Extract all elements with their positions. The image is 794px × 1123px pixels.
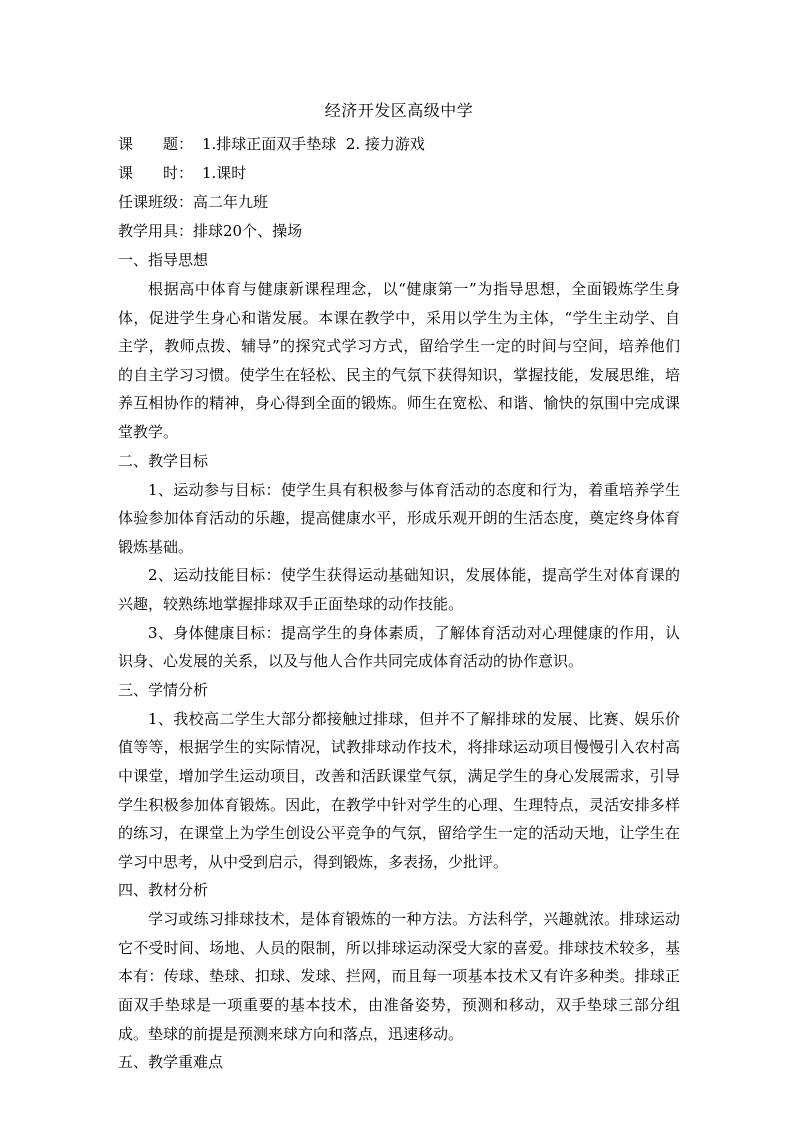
info-label-equipment: 教学用具：	[118, 222, 194, 240]
section-paragraph: 1、运动参与目标：使学生具有积极参与体育活动的态度和行为，着重培养学生体验参加体育活动的乐趣，提高健康水平，形成乐观开朗的生活态度，奠定终身体育锻炼基础。	[118, 480, 680, 556]
section-heading-student-analysis: 三、学情分析	[118, 680, 209, 699]
info-value-topic: 1.排球正面双手垫球 2. 接力游戏	[202, 135, 425, 153]
section-paragraph: 2、运动技能目标：使学生获得运动基础知识，发展体能，提高学生对体育课的兴趣，较熟练地掌握排球双手正面垫球的动作技能。	[118, 566, 680, 613]
info-value-period: 1.课时	[202, 164, 247, 182]
info-label-class: 任课班级：	[118, 193, 194, 211]
info-line-period	[118, 159, 680, 188]
info-line-topic	[118, 130, 680, 159]
section-heading-material-analysis: 四、教材分析	[118, 881, 209, 900]
section-paragraph: 学习或练习排球技术，是体育锻炼的一种方法。方法科学，兴趣就浓。排球运动它不受时间、场地、人员的限制，所以排球运动深受大家的喜爱。排球技术较多，基本有：传球、垫球、扣球、发球、拦网，而且每一项基本技术又有许多种类。排球正面双手垫球是一项重要的基本技术，由准备姿势，预测和移动，双手垫球三部分组成。垫球的前提是预测来球方向和落点，迅速移动。	[118, 910, 680, 1043]
section-paragraph: 3、身体健康目标：提高学生的身体素质，了解体育活动对心理健康的作用，认识身、心发展的关系，以及与他人合作共同完成体育活动的协作意识。	[118, 623, 680, 671]
section-heading-guiding-ideology: 一、指导思想	[118, 251, 209, 269]
section-heading-teaching-goals: 二、教学目标	[118, 451, 209, 470]
info-value-class: 高二年九班	[193, 193, 269, 211]
info-value-equipment: 排球20个、操场	[193, 222, 303, 240]
section-paragraph: 根据高中体育与健康新课程理念，以“健康第一”为指导思想，全面锻炼学生身体，促进学生身心和谐发展。本课在教学中，采用以学生为主体，“学生主动学、自主学，教师点拨、辅导”的探究式学习方式，留给学生一定的时间与空间，培养他们的自主学习习惯。使学生在轻松、民主的气氛下获得知识，掌握技能，发展思维，培养互相协作的精神，身心得到全面的锻炼。师生在宽松、和谐、愉快的氛围中完成课堂教学。	[118, 280, 680, 441]
info-line-class	[118, 188, 680, 217]
info-label-topic: 课 题：	[118, 135, 194, 153]
section-paragraph: 1、我校高二学生大部分都接触过排球，但并不了解排球的发展、比赛、娱乐价值等等，根据学生的实际情况，试教排球动作技术，将排球运动项目慢慢引入农村高中课堂，增加学生运动项目，改善和活跃课堂气氛，满足学生的身心发展需求，引导学生积极参加体育锻炼。因此，在教学中针对学生的心理、生理特点，灵活安排多样的练习，在课堂上为学生创设公平竞争的气氛，留给学生一定的活动天地，让学生在学习中思考，从中受到启示，得到锻炼，多表扬，少批评。	[118, 709, 680, 871]
info-label-period: 课 时：	[118, 164, 194, 182]
document-title: 经济开发区高级中学	[324, 101, 474, 120]
document-body	[118, 100, 680, 1077]
section-heading-key-difficulties: 五、教学重难点	[118, 1053, 224, 1072]
info-line-equipment	[118, 217, 680, 246]
